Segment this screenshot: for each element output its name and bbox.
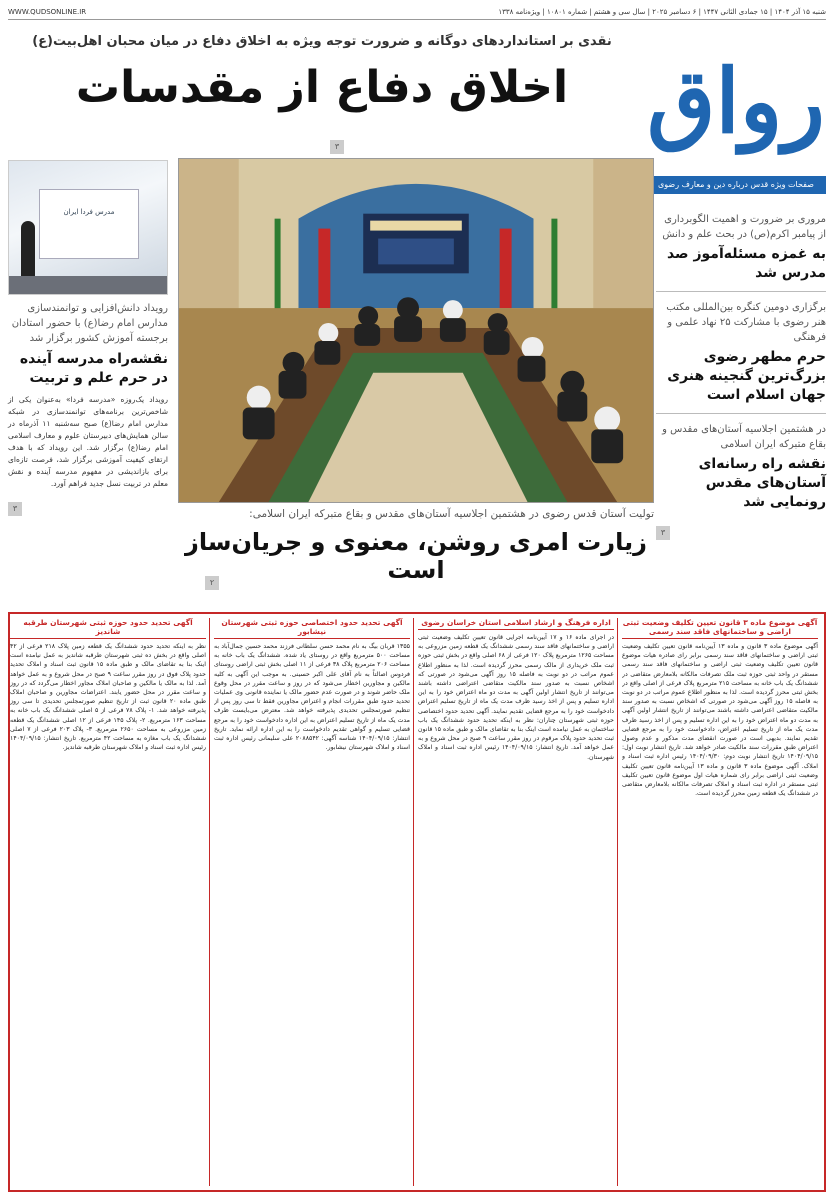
column-separator <box>617 618 618 1186</box>
headline-kicker: نقدی بر استانداردهای دوگانه و ضرورت توجه ویژه به اخلاق دفاع در میان محبان اهل‌بیت(ع) <box>32 34 612 49</box>
main-headline[interactable] <box>10 62 634 113</box>
notice-body: آگهی موضوع ماده ۳ قانون و ماده ۱۳ آیین‌نامه قانون تعیین تکلیف وضعیت ثبتی اراضی و ساختمانهای فاقد سند رسمی برابر رای صادره هیات موضوع قانون تعیین تکلیف وضعیت ثبتی اراضی و ساختمانهای فاقد سند رسمی مستقر در واحد ثبتی حوزه ثبت ملک تصرفات مالکانه بلامعارض متقاضی در ششدانگ یک باب خانه به مساحت ۲۱۵ مترمربع پلاک فرعی از اصلی واقع در بخش ثبتی محرز گردیده است. لذا به منظور اطلاع عموم مراتب در دو نوبت به فاصله ۱۵ روز آگهی می‌شود در صورتی که اشخاص نسبت به صدور سند مالکیت متقاضی اعتراضی داشته باشند می‌توانند از تاریخ انتشار اولین آگهی به مدت دو ماه اعتراض خود را به این اداره تسلیم و پس از اخذ رسید ظرف مدت یک ماه از تاریخ تسلیم اعتراض، دادخواست خود را به مرجع قضایی تقدیم نمایند. بدیهی است در صورت انقضای مدت مذکور و عدم وصول اعتراض طبق مقررات سند مالکیت صادر خواهد شد. تاریخ انتشار نوبت اول: ۱۴۰۴/۰۹/۱۵ تاریخ انتشار نوبت دوم: ۱۴۰۴/۰۹/۳۰ رئیس اداره ثبت اسناد و املاک. آگهی موضوع ماده ۳ قانون و ماده ۱۳ آیین‌نامه قانون تعیین تکلیف وضعیت ثبتی اراضی برابر رای شماره هیات اول موضوع قانون تعیین تکلیف ثبتی مستقر در اداره ثبت اسناد و املاک تصرفات مالکانه بلامعارض متقاضی در ششدانگ یک قطعه زمین محرز گردیده است. <box>622 643 818 798</box>
page-number: ۳ <box>8 502 22 516</box>
right-story-1[interactable] <box>656 212 826 283</box>
story-body: رویداد یک‌روزه «مدرسه فردا» به‌عنوان یکی از شاخص‌ترین برنامه‌های توانمندسازی در شبکه مدارس امام رضا(ع) صبح سه‌شنبه ۱۱ آذرماه در سالن همایش‌های دبیرستان علوم و معارف اسلامی امام رضا(ع) برگزار شد. این رویداد که با هدف ارتقای کیفیت آموزشی برگزار شد، فرصت تازه‌ای برای بازاندیشی در مفهوم مدرسه آینده و نقش معلم در تربیت نسل جدید فراهم آورد. <box>8 395 168 488</box>
masthead <box>646 26 826 194</box>
notice-column <box>214 618 410 1186</box>
conference-photo[interactable] <box>178 158 654 503</box>
divider <box>656 291 826 292</box>
column-separator <box>209 618 210 1186</box>
divider <box>656 413 826 414</box>
story-title: نقشه‌راه مدرسه آینده در حرم علم و تربیت <box>19 351 168 386</box>
notice-heading: آگهی تحدید حدود اختصاصی حوزه ثبتی شهرستان نیشابور <box>214 618 410 639</box>
left-story[interactable] <box>8 160 168 516</box>
audience <box>9 276 167 294</box>
website-url[interactable]: WWW.QUDSONLINE.IR <box>8 8 87 16</box>
notice-heading: آگهی موضوع ماده ۳ قانون تعیین تکلیف وضعیت ثبتی اراضی و ساختمانهای فاقد سند رسمی <box>622 618 818 639</box>
masthead-subtitle: صفحات ویژه قدس درباره دین و معارف رضوی <box>646 176 826 194</box>
photo-caption: تولیت آستان قدس رضوی در هشتمین اجلاسیه آستان‌های مقدس و بقاع متبرکه ایران اسلامی: <box>249 508 654 520</box>
right-stories <box>656 212 826 540</box>
page-number: ۳ <box>330 140 344 154</box>
story-title: به غمزه مسئله‌آموز صد مدرس شد <box>666 246 826 281</box>
photo-story-title-text: زیارت امری روشن، معنوی و جریان‌ساز است <box>185 528 647 584</box>
story-lead: رویداد دانش‌افزایی و توانمندسازی مدارس امام رضا(ع) با حضور استادان برجسته آموزش کشور برگزار شد <box>11 303 168 344</box>
headline-page-ref <box>330 134 344 154</box>
main-headline-text: اخلاق دفاع از مقدسات <box>75 62 569 113</box>
notice-body: نظر به اینکه تحدید حدود ششدانگ یک قطعه زمین پلاک ۲۱۸ فرعی از ۴۲ اصلی واقع در بخش ده ثبتی شهرستان طرقبه شاندیز به عمل نیامده است اینک بنا به تقاضای مالک و طبق ماده ۱۵ قانون ثبت اسناد و املاک تحدید حدود پلاک فوق در روز مقرر ساعت ۹ صبح در محل شروع و به عمل خواهد آمد. لذا به مالک یا مالکین و صاحبان املاک مجاور اخطار می‌گردد که در روز و ساعت مقرر در محل حضور یابند. اعتراضات مجاورین و صاحبان املاک طبق ماده ۲۰ قانون ثبت از تاریخ تنظیم صورتمجلس تحدیدی تا سی روز پذیرفته خواهد شد. ۱- پلاک ۷۸ فرعی از ۵ اصلی ششدانگ یک باب خانه به مساحت ۱۶۳ مترمربع. ۲- پلاک ۱۴۵ فرعی از ۱۲ اصلی ششدانگ یک قطعه زمین مزروعی به مساحت ۲۶۵۰ مترمربع. ۳- پلاک ۲۰۳ فرعی از ۷ اصلی ششدانگ یک باب مغازه به مساحت ۴۲ مترمربع. تاریخ انتشار: ۱۴۰۴/۰۹/۱۵ رئیس اداره ثبت اسناد و املاک شهرستان طرقبه شاندیز. <box>10 643 206 752</box>
notice-body: در اجرای ماده ۱۶ و ۱۷ آیین‌نامه اجرایی قانون تعیین تکلیف وضعیت ثبتی اراضی و ساختمانهای فاقد سند رسمی ششدانگ یک قطعه زمین مزروعی به مساحت ۱۲۶۵ مترمربع پلاک ۱۲۰ فرعی از ۶۸ اصلی واقع در بخش ثبتی حوزه ثبت ملک خریداری از مالک رسمی محرز گردیده است. لذا به منظور اطلاع عموم مراتب در دو نوبت به فاصله ۱۵ روز آگهی می‌شود در صورتی که اشخاص نسبت به صدور سند مالکیت متقاضی اعتراضی داشته باشند می‌توانند از تاریخ انتشار اولین آگهی به مدت دو ماه اعتراض خود را به این اداره تسلیم و پس از اخذ رسید ظرف مدت یک ماه از تاریخ تسلیم اعتراض دادخواست خود را به مرجع قضایی تقدیم نمایند. آگهی تحدید حدود اختصاصی حوزه ثبتی شهرستان چناران: نظر به اینکه تحدید حدود ششدانگ یک باب ساختمان به عمل نیامده است اینک بنا به تقاضای مالک و طبق ماده ۱۵ قانون ثبت تحدید حدود پلاک مرقوم در روز مقرر ساعت ۹ صبح در محل شروع و به عمل خواهد آمد. تاریخ انتشار: ۱۴۰۴/۰۹/۱۵ رئیس اداره ثبت اسناد و املاک شهرستان. <box>418 634 614 761</box>
photo-story-title[interactable] <box>178 528 654 584</box>
notice-column <box>10 618 206 1186</box>
story-lead: برگزاری دومین کنگره بین‌المللی مکتب هنر رضوی با مشارکت ۲۵ نهاد علمی و فرهنگی <box>666 302 826 343</box>
story-lead: در هشتمین اجلاسیه آستان‌های مقدس و بقاع متبرکه ایران اسلامی <box>662 424 826 450</box>
right-story-3[interactable] <box>656 422 826 540</box>
story-title: نقشه راه رسانه‌ای آستان‌های مقدس رونمایی شد <box>698 456 826 510</box>
notice-column <box>622 618 818 1186</box>
right-story-2[interactable] <box>656 300 826 405</box>
dateline-bar <box>8 6 826 20</box>
photo-page-ref <box>205 570 219 590</box>
page-number: ۳ <box>656 526 670 540</box>
story-lead: مروری بر ضرورت و اهمیت الگوبرداری از پیامبر اکرم(ص) در بحث علم و دانش <box>662 214 826 240</box>
notice-column <box>418 618 614 1186</box>
notice-heading: اداره فرهنگ و ارشاد اسلامی استان خراسان رضوی <box>418 618 614 630</box>
column-separator <box>413 618 414 1186</box>
school-event-photo <box>8 160 168 295</box>
legal-notices <box>8 612 826 1192</box>
notice-body: ۱۳۵۵ قربان بیگ به نام محمد حسن سلطانی فرزند محمد حسین جمال‌آباد به مساحت ۵۰۰ مترمربع واقع در روستای یاد شده. ششدانگ یک باب خانه به مساحت ۲۰۶ مترمربع پلاک ۳۸ فرعی از ۱۱ اصلی بخش ثبتی اراضی روستای فردوس اصالتاً به نام آقای علی اکبر حسینی. به موجب این آگهی به کلیه مالکین و مجاورین اخطار می‌شود که در روز و ساعت مقرر در محل وقوع ملک حاضر شوند و در صورت عدم حضور مالک یا نماینده قانونی وی عملیات تحدید حدود طبق مقررات انجام و اعتراض مجاورین فقط تا سی روز پس از تنظیم صورتمجلس تحدیدی پذیرفته خواهد شد. معترض می‌بایست ظرف مدت یک ماه از تاریخ تسلیم اعتراض به این اداره دادخواست خود را به مرجع قضایی تسلیم و گواهی تقدیم دادخواست را به این اداره ارائه نماید. تاریخ انتشار: ۱۴۰۴/۰۹/۱۵ شناسه آگهی: ۲۰۸۸۵۴۲ علی سلیمانی رئیس اداره ثبت اسناد و املاک شهرستان نیشابور. <box>214 643 410 752</box>
meeting-illustration <box>179 159 653 502</box>
page-number: ۲ <box>205 576 219 590</box>
notice-heading: آگهی تحدید حدود حوزه ثبتی شهرستان طرقبه شاندیز <box>10 618 206 639</box>
story-title: حرم مطهر رضوی بزرگ‌ترین گنجینه هنری جهان اسلام است <box>667 349 826 403</box>
dateline: شنبه ۱۵ آذر ۱۴۰۴ | ۱۵ جمادی الثانی ۱۴۴۷ | ۶ دسامبر ۲۰۲۵ | سال سی و هشتم | شماره ۱۰۸۰۱ | ویژه‌نامه ۱۳۳۸ <box>498 8 826 16</box>
stage-banner: مدرس فردا ایران <box>39 189 139 259</box>
rivaq-logo: رواق <box>647 49 825 153</box>
